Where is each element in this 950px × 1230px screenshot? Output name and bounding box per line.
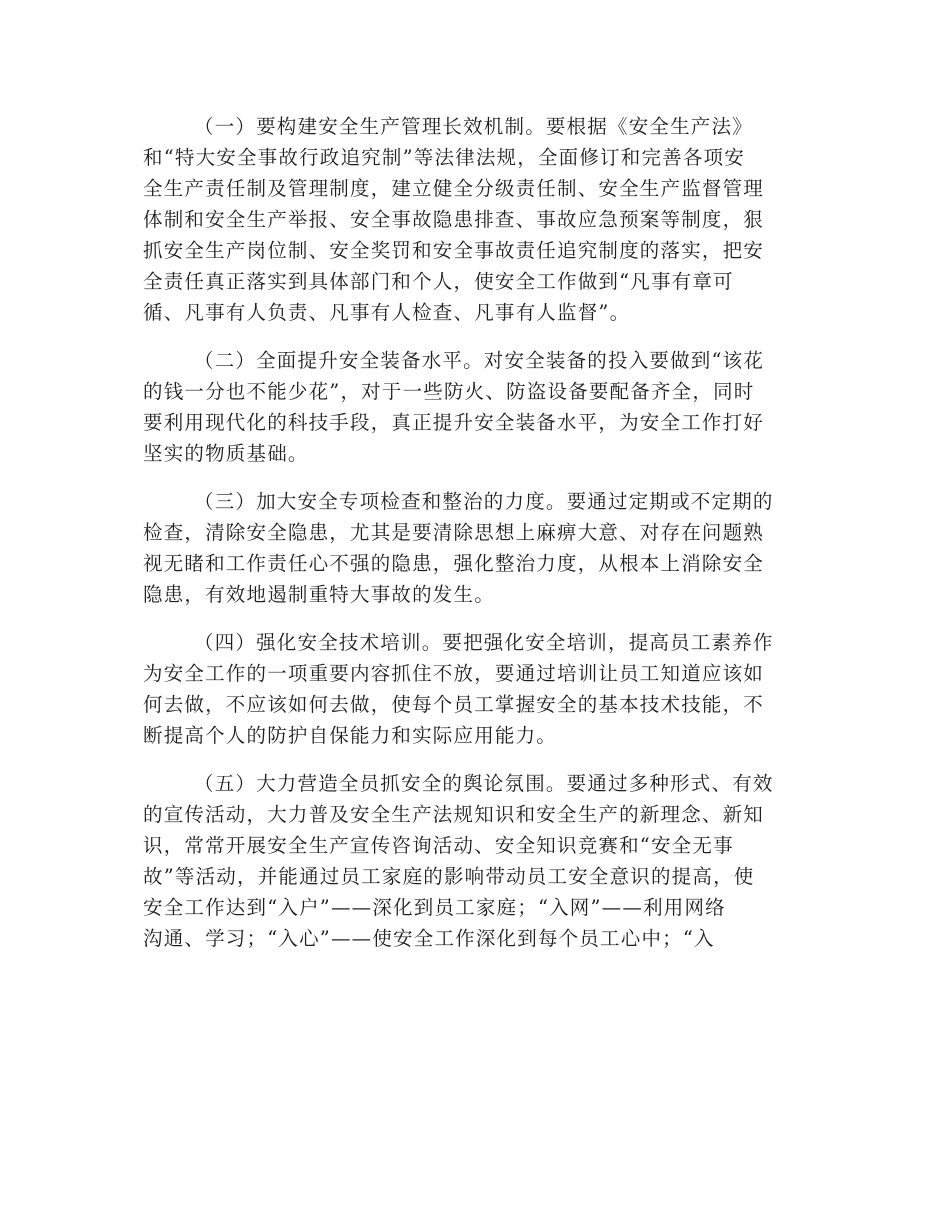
- paragraph-line: 为安全工作的一项重要内容抓住不放，要通过培训让员工知道应该如: [143, 662, 765, 685]
- paragraph-line: 的宣传活动，大力普及安全生产法规知识和安全生产的新理念、新知: [143, 803, 765, 826]
- paragraph-4: [143, 627, 803, 751]
- paragraph-3: [143, 486, 803, 610]
- paragraph-line: 安全工作达到“入户”——深化到员工家庭；“入网”——利用网络: [143, 896, 726, 919]
- paragraph-line: 体制和安全生产举报、安全事故隐患排查、事故应急预案等制度，狠: [143, 208, 765, 231]
- document-body: [143, 111, 803, 971]
- paragraph-line: 和“特大安全事故行政追究制”等法律法规，全面修订和完善各项安: [143, 146, 745, 169]
- paragraph-line: 故”等活动，并能通过员工家庭的影响带动员工安全意识的提高，使: [143, 865, 755, 888]
- paragraph-line: （四）强化安全技术培训。要把强化安全培训，提高员工素养作: [194, 631, 774, 654]
- paragraph-1: [143, 111, 803, 328]
- paragraph-line: （二）全面提升安全装备水平。对安全装备的投入要做到“该花: [194, 349, 765, 372]
- paragraph-line: 何去做，不应该如何去做，使每个员工掌握安全的基本技术技能，不: [143, 693, 765, 716]
- paragraph-line: 检查，清除安全隐患，尤其是要清除思想上麻痹大意、对存在问题熟: [143, 521, 765, 544]
- paragraph-line: 全责任真正落实到具体部门和个人，使安全工作做到“凡事有章可: [143, 270, 734, 293]
- paragraph-line: 隐患，有效地遏制重特大事故的发生。: [143, 583, 495, 606]
- paragraph-line: 要利用现代化的科技手段，真正提升安全装备水平，为安全工作打好: [143, 411, 765, 434]
- paragraph-line: 循、凡事有人负责、凡事有人检查、凡事有人监督”。: [143, 301, 631, 324]
- paragraph-line: 坚实的物质基础。: [143, 442, 309, 465]
- paragraph-5: [143, 768, 803, 954]
- paragraph-line: （一）要构建安全生产管理长效机制。要根据《安全生产法》: [194, 115, 753, 138]
- paragraph-line: 抓安全生产岗位制、安全奖罚和安全事故责任追究制度的落实，把安: [143, 239, 765, 262]
- paragraph-line: 识，常常开展安全生产宣传咨询活动、安全知识竞赛和“安全无事: [143, 834, 734, 857]
- paragraph-line: 全生产责任制及管理制度，建立健全分级责任制、安全生产监督管理: [143, 177, 765, 200]
- paragraph-line: 视无睹和工作责任心不强的隐患，强化整治力度，从根本上消除安全: [143, 552, 765, 575]
- paragraph-line: （三）加大安全专项检查和整治的力度。要通过定期或不定期的: [194, 490, 774, 513]
- paragraph-line: 沟通、学习；“入心”——使安全工作深化到每个员工心中；“入: [143, 927, 715, 950]
- paragraph-2: [143, 345, 803, 469]
- paragraph-line: （五）大力营造全员抓安全的舆论氛围。要通过多种形式、有效: [194, 772, 774, 795]
- paragraph-line: 断提高个人的防护自保能力和实际应用能力。: [143, 724, 558, 747]
- paragraph-line: 的钱一分也不能少花”，对于一些防火、防盗设备要配备齐全，同时: [143, 380, 755, 403]
